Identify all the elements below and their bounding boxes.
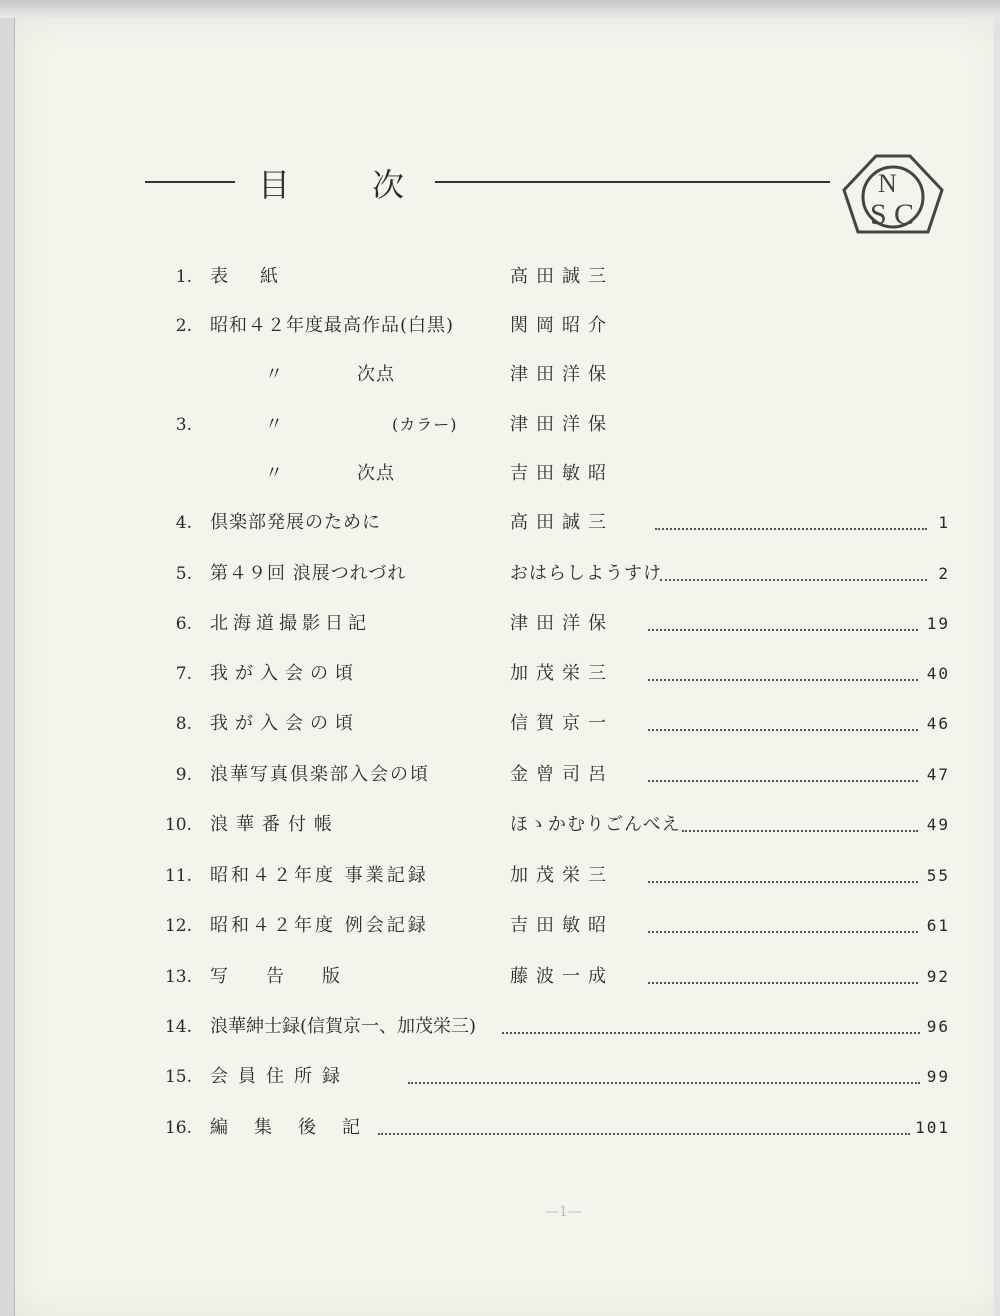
heading-char-moku: 目	[258, 166, 291, 204]
toc-entry	[0, 962, 1000, 992]
toc-entry	[0, 459, 1000, 489]
dot-leader	[378, 1133, 910, 1135]
toc-entry	[0, 659, 1000, 689]
toc-heading	[0, 0, 1000, 240]
dot-leader	[648, 982, 918, 984]
heading-rule-left	[145, 181, 235, 183]
entry-author: 信賀京一	[510, 713, 614, 734]
entry-note: (カラー)	[392, 415, 458, 434]
dot-leader	[408, 1082, 920, 1084]
entry-title: 昭和４２年度 例会記録	[210, 915, 429, 936]
toc-entry	[0, 861, 1000, 891]
ditto-mark: 〃	[265, 463, 284, 484]
entry-title: 浪華番付帳	[210, 814, 340, 835]
entry-author: 高田誠三	[510, 512, 614, 533]
entry-title: 北海道撮影日記	[210, 613, 371, 634]
dot-leader	[648, 729, 918, 731]
entry-author: 関岡昭介	[510, 315, 614, 336]
entry-title: 編 集 後 記	[210, 1117, 364, 1138]
toc-entry	[0, 410, 1000, 440]
entry-page: 47	[926, 765, 950, 784]
dot-leader	[648, 931, 918, 933]
entry-title: 会員住所録	[210, 1066, 350, 1087]
toc-entry	[0, 1062, 1000, 1092]
entry-author: 加茂栄三	[510, 663, 614, 684]
toc-entry	[0, 360, 1000, 390]
toc-entry	[0, 508, 1000, 538]
entry-page: 96	[926, 1017, 950, 1036]
entry-author: ほゝかむりごんべえ	[510, 814, 681, 835]
entry-title: 我が入会の頃	[210, 663, 360, 684]
entry-number: 8.	[175, 714, 192, 734]
entry-number: 11.	[164, 866, 192, 886]
toc-entry	[0, 911, 1000, 941]
club-logo-icon	[838, 150, 948, 240]
entry-number: 12.	[164, 916, 192, 936]
entry-page: 1	[938, 513, 950, 532]
entry-number: 4.	[175, 513, 192, 533]
entry-title: 浪華写真倶楽部入会の頃	[210, 764, 430, 785]
toc-entry	[0, 760, 1000, 790]
entry-number: 7.	[175, 664, 192, 684]
toc-entry	[0, 1113, 1000, 1143]
entry-title: 第４９回 浪展つれづれ	[210, 563, 407, 584]
entry-page: 101	[915, 1118, 950, 1137]
entry-author: 津田洋保	[510, 613, 614, 634]
heading-char-ji: 次	[372, 166, 405, 204]
entry-number: 1.	[175, 267, 192, 287]
entry-author: おはらしようすけ	[510, 563, 662, 584]
entry-number: 5.	[175, 564, 192, 584]
toc-entry	[0, 609, 1000, 639]
entry-number: 14.	[164, 1017, 192, 1037]
svg-text:C: C	[894, 198, 915, 231]
entry-page: 49	[926, 815, 950, 834]
entry-page: 92	[926, 967, 950, 986]
toc-entry	[0, 1012, 1000, 1042]
svg-text:N: N	[878, 169, 897, 198]
entry-author: 高田誠三	[510, 266, 614, 287]
entry-page: 40	[926, 664, 950, 683]
toc-entry	[0, 262, 1000, 292]
entry-page: 19	[926, 614, 950, 633]
heading-rule-right	[435, 181, 830, 183]
toc-entry	[0, 559, 1000, 589]
entry-number: 16.	[164, 1118, 192, 1138]
toc-entry	[0, 810, 1000, 840]
dot-leader	[682, 830, 918, 832]
toc-entry	[0, 311, 1000, 341]
dot-leader	[502, 1032, 920, 1034]
entry-title: 昭和４２年度 事業記録	[210, 865, 429, 886]
entry-page: 55	[926, 866, 950, 885]
entry-title: 昭和４２年度最高作品(白黒)	[210, 315, 455, 336]
entry-page: 99	[926, 1067, 950, 1086]
entry-author: 金曾司呂	[510, 764, 614, 785]
dot-leader	[648, 780, 918, 782]
entry-number: 2.	[175, 316, 192, 336]
dot-leader	[648, 629, 918, 631]
entry-number: 3.	[175, 415, 192, 435]
dot-leader	[648, 881, 918, 883]
dot-leader	[655, 528, 927, 530]
entry-author: 吉田敏昭	[510, 915, 614, 936]
entry-note: 次点	[357, 364, 395, 385]
entry-author: 津田洋保	[510, 364, 614, 385]
entry-author: 津田洋保	[510, 414, 614, 435]
entry-page: 46	[926, 714, 950, 733]
entry-author: 藤波一成	[510, 966, 614, 987]
entry-page: 61	[926, 916, 950, 935]
entry-page: 2	[938, 564, 950, 583]
entry-note: 次点	[357, 463, 395, 484]
entry-number: 6.	[175, 614, 192, 634]
ditto-mark: 〃	[265, 414, 284, 435]
entry-author: 吉田敏昭	[510, 463, 614, 484]
dot-leader	[660, 579, 927, 581]
entry-number: 9.	[175, 765, 192, 785]
entry-number: 15.	[164, 1067, 192, 1087]
entry-number: 10.	[164, 815, 192, 835]
page-folio: —1—	[545, 1204, 582, 1220]
entry-title: 倶楽部発展のために	[210, 512, 381, 533]
dot-leader	[648, 679, 918, 681]
svg-text:S: S	[870, 198, 887, 231]
ditto-mark: 〃	[265, 364, 284, 385]
entry-number: 13.	[164, 967, 192, 987]
entry-title: 浪華紳士録(信賀京一、加茂栄三)	[210, 1016, 477, 1037]
entry-title: 表 紙	[210, 266, 285, 287]
entry-title: 我が入会の頃	[210, 713, 360, 734]
entry-author: 加茂栄三	[510, 865, 614, 886]
toc-entry	[0, 709, 1000, 739]
entry-title: 写 告 版	[210, 966, 350, 987]
